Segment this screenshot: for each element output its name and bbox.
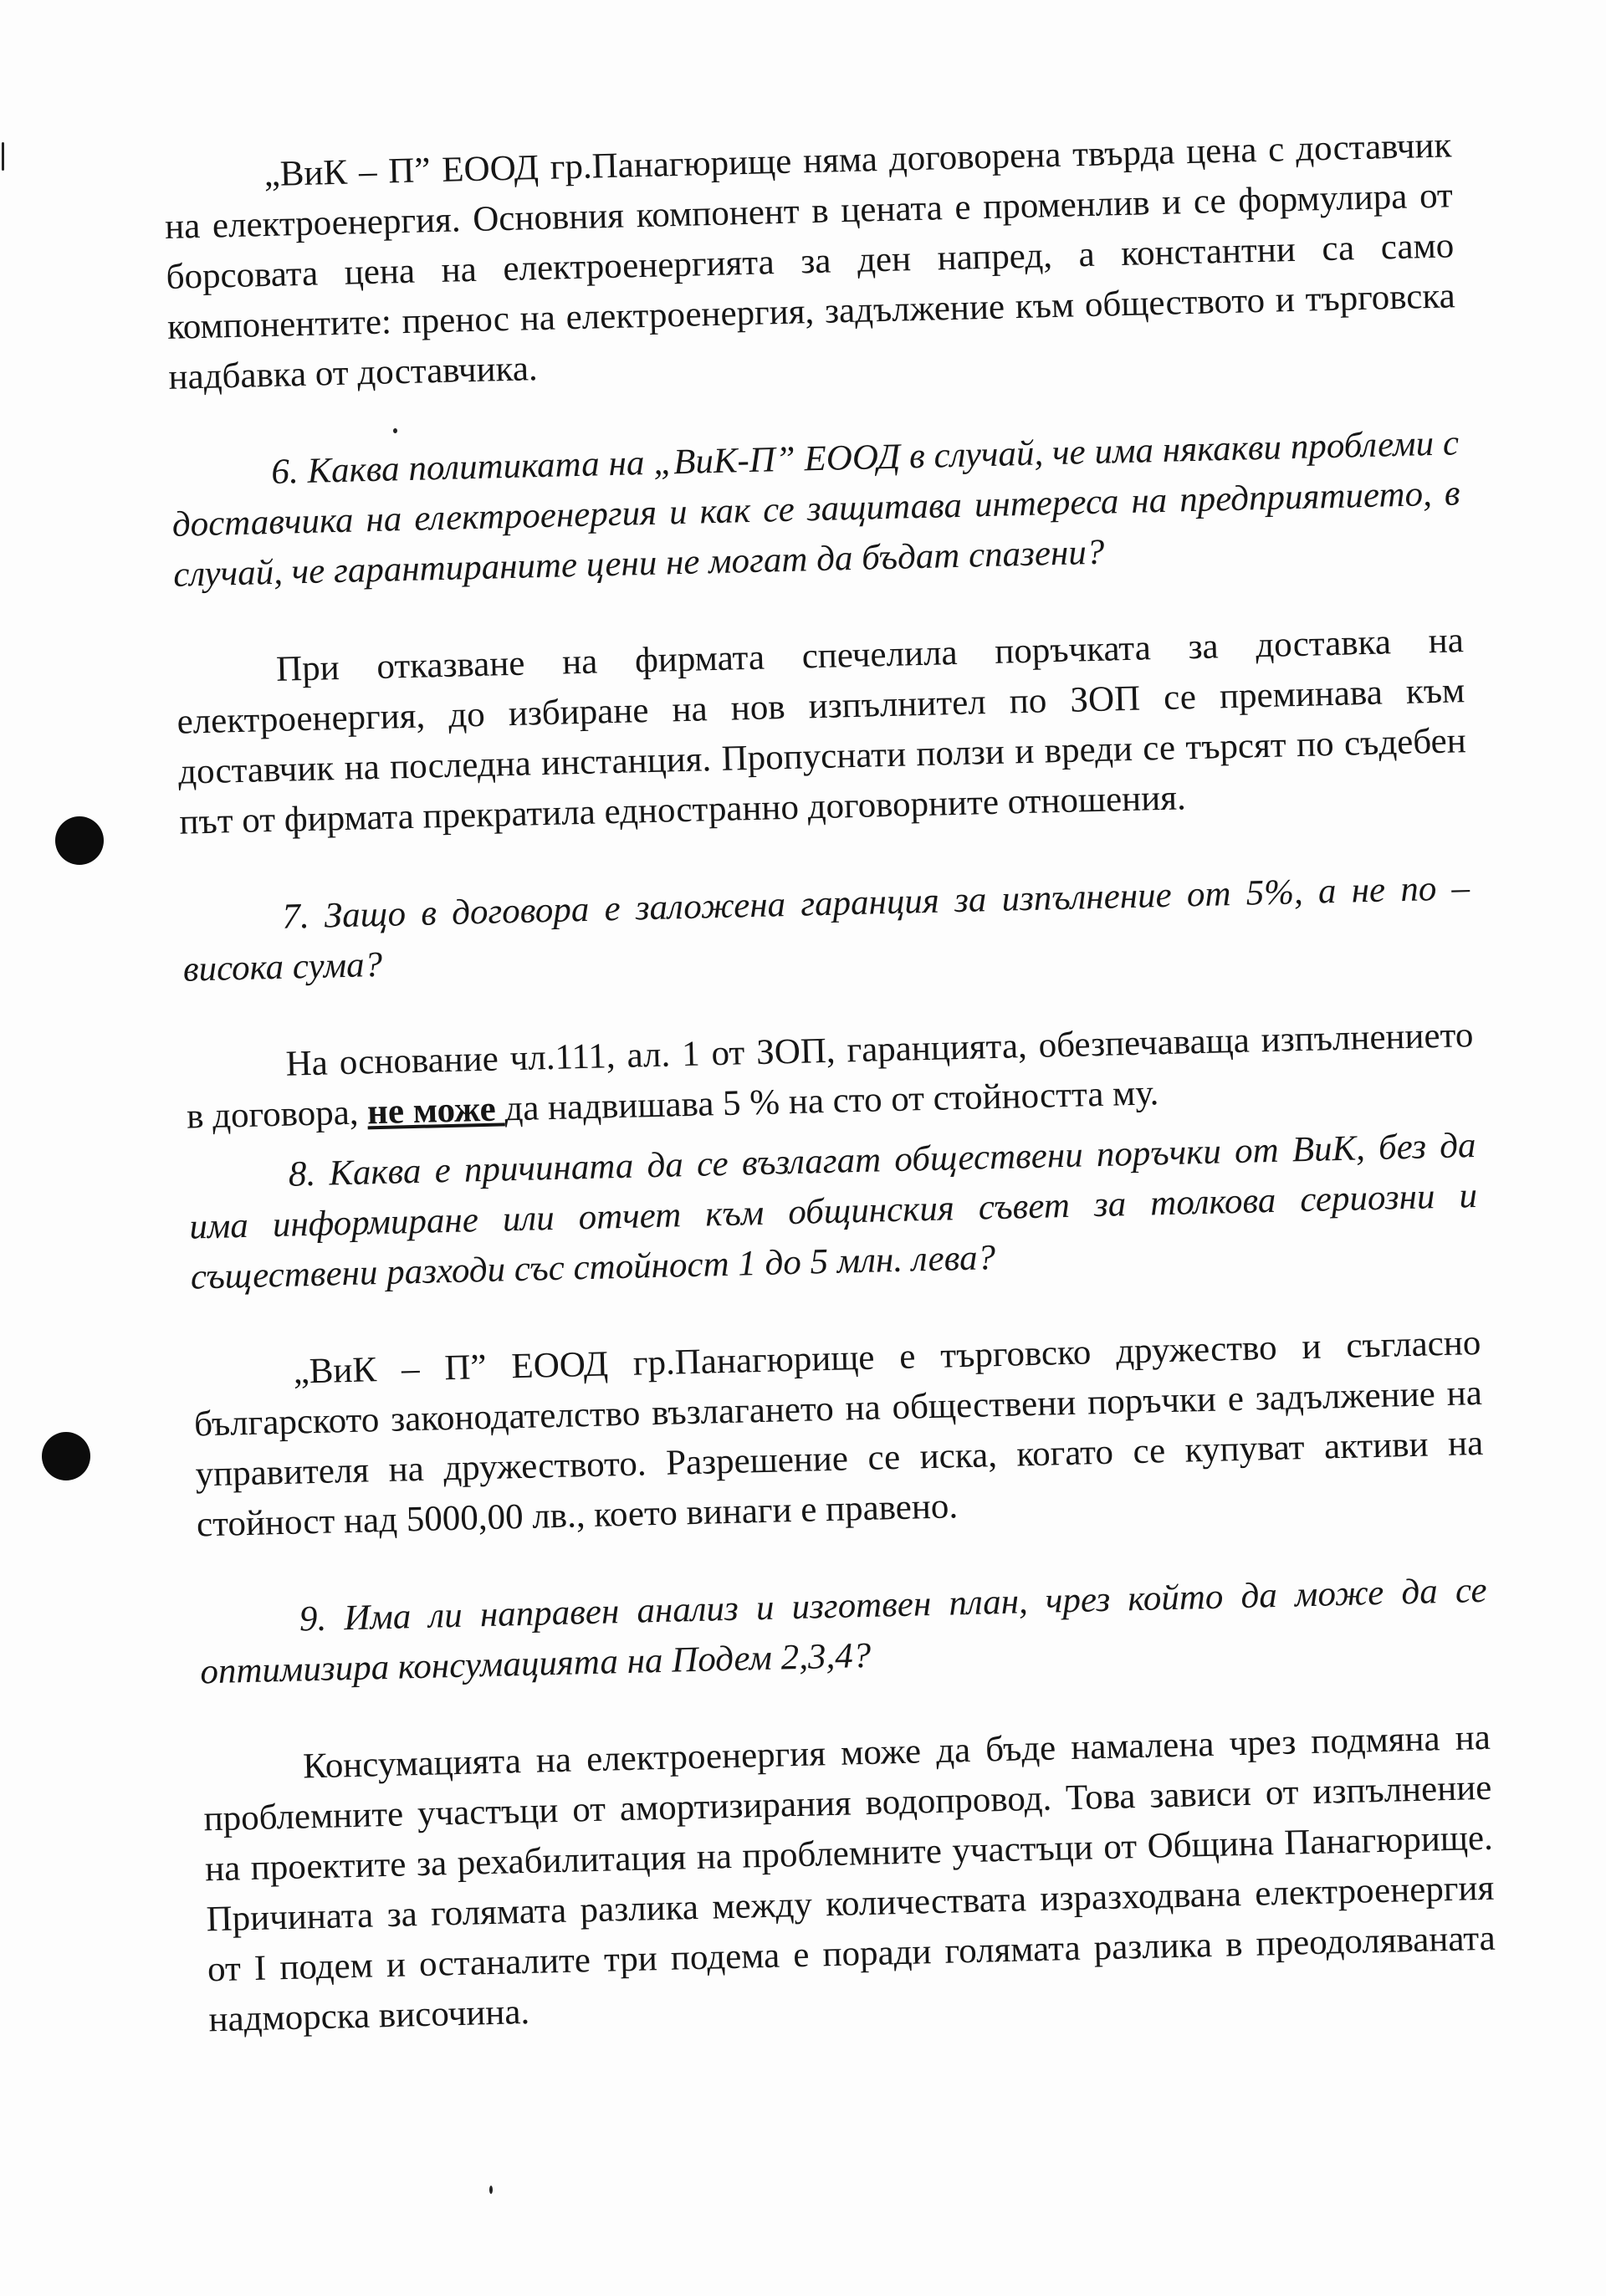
answer-7 [185, 1010, 1475, 1143]
answer-7-text: На основание чл.111, ал. 1 от ЗОП, гаранцията, обезпечаваща изпълнението в договора, [186, 1015, 1474, 1137]
punch-hole [55, 816, 104, 865]
answer-8: „ВиК – П” ЕООД гр.Панагюрище е търговско дружество и съгласно българското законодателство възлагането на обществени поръчки е задължение на управителя на дружеството. Разрешение се иска, когато се купуват активи на стойност над 5000,00 лв., което винаги е правено. [193, 1322, 1484, 1545]
question-8: 8. Каква е причината да се възлагат обществени поръчки от ВиК, без да има информиране или отчет към общинския съвет за толкова сериозни и съществени разходи със стойност 1 до 5 млн. лева? [188, 1126, 1478, 1297]
answer-7-emphasis: не може [366, 1089, 505, 1133]
question-6: 6. Каква политиката на „ВиК-П” ЕООД в случай, че има някакви проблеми с доставчика на електроенергия и как се защитава интереса на предприятието, в случай, че гарантираните цени не могат да бъдат спазени? [171, 423, 1460, 595]
document-body [163, 120, 1497, 2045]
scan-speck [2, 142, 4, 171]
answer-9: Консумацията на електроенергия може да бъде намалена чрез подмяна на проблемните участъци от амортизирания водопровод. Това зависи от изпълнение на проектите за рехабилитация на проблемните участъци от Община Панагюрище. Причината за голямата разлика между количествата изразходвана електроенергия от I подем и останалите три подема е поради голямата разлика в преодоляваната надморска височина. [203, 1717, 1496, 2040]
question-9: 9. Има ли направен анализ и изготвен план, чрез който да може да се оптимизира консумацията на Подем 2,3,4? [199, 1570, 1488, 1692]
scan-speck [489, 2186, 493, 2194]
question-7: 7. Защо в договора е заложена гаранция за изпълнение от 5%, а не по – висока сума? [182, 868, 1470, 989]
answer-7-text-end: да надвишава 5 % на сто от стойността му. [504, 1073, 1159, 1129]
answer-6: При отказване на фирмата спечелила поръчката за доставка на електроенергия, до избиране на нов изпълнител по ЗОП се преминава към доставчик на последна инстанция. Пропуснати ползи и вреди се търсят по съдебен път от фирмата прекратила едностранно договорните отношения. [176, 621, 1467, 842]
paragraph-pricing: „ВиК – П” ЕООД гр.Панагюрище няма договорена твърда цена с доставчик на електроенергия. Основния компонент в цената е променлив и се формулира от борсовата цена на електроенергията за ден напред, а константни са само компонентите: пренос на електроенергия, задължение към обществото и търговска надбавка от доставчика. [164, 125, 1456, 397]
punch-hole [42, 1432, 90, 1480]
